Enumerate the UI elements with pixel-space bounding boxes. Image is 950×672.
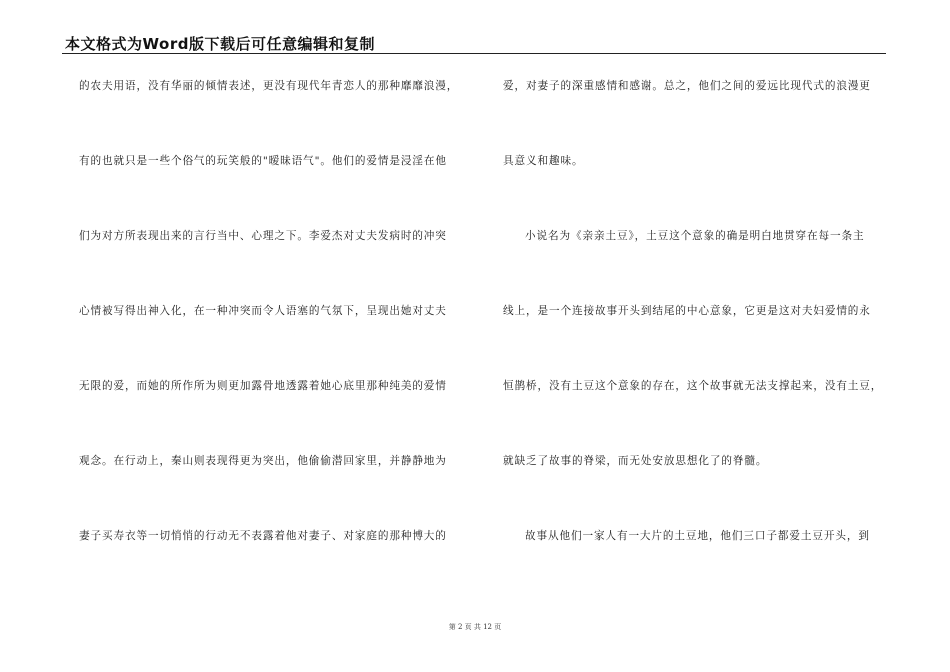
text-line: 恒鹊桥，没有土豆这个意象的存在，这个故事就无法支撑起来，没有土豆， — [503, 380, 883, 392]
text-line: 妻子买寿衣等一切悄悄的行动无不表露着他对妻子、对家庭的那种博大的 — [79, 530, 447, 542]
text-line: 观念。在行动上，秦山则表现得更为突出，他偷偷潜回家里，并静静地为 — [79, 455, 447, 467]
page-header-title: 本文格式为Word版下载后可任意编辑和复制 — [65, 35, 375, 53]
text-line: 无限的爱，而她的所作所为则更加露骨地透露着她心底里那种纯美的爱情 — [79, 380, 447, 392]
right-text-column — [503, 76, 893, 601]
text-line: 线上，是一个连接故事开头到结尾的中心意象，它更是这对夫妇爱情的永 — [503, 305, 871, 317]
page-number-footer: 第 2 页 共 12 页 — [448, 623, 502, 631]
text-line: 具意义和趣味。 — [503, 155, 584, 167]
text-line: 心情被写得出神入化，在一种冲突而令人语塞的气氛下，呈现出她对丈夫 — [79, 305, 447, 317]
text-line: 有的也就只是一些个俗气的玩笑般的"暧昧语气"。他们的爱情是浸淫在他 — [79, 155, 447, 167]
text-line: 的农夫用语，没有华丽的倾情表述，更没有现代年青恋人的那种靡靡浪漫， — [79, 80, 459, 92]
paragraph-start-line: 小说名为《亲亲土豆》，土豆这个意象的确是明白地贯穿在每一条主 — [525, 230, 865, 242]
header-divider — [62, 53, 886, 54]
text-line: 们为对方所表现出来的言行当中、心理之下。李爱杰对丈夫发病时的冲突 — [79, 230, 447, 242]
text-line: 就缺乏了故事的脊梁，而无处安放思想化了的脊髓。 — [503, 455, 768, 467]
text-line: 爱，对妻子的深重感情和感谢。总之，他们之间的爱远比现代式的浪漫更 — [503, 80, 871, 92]
left-text-column — [79, 76, 467, 601]
paragraph-start-line: 故事从他们一家人有一大片的土豆地，他们三口子都爱土豆开头，到 — [525, 530, 870, 542]
